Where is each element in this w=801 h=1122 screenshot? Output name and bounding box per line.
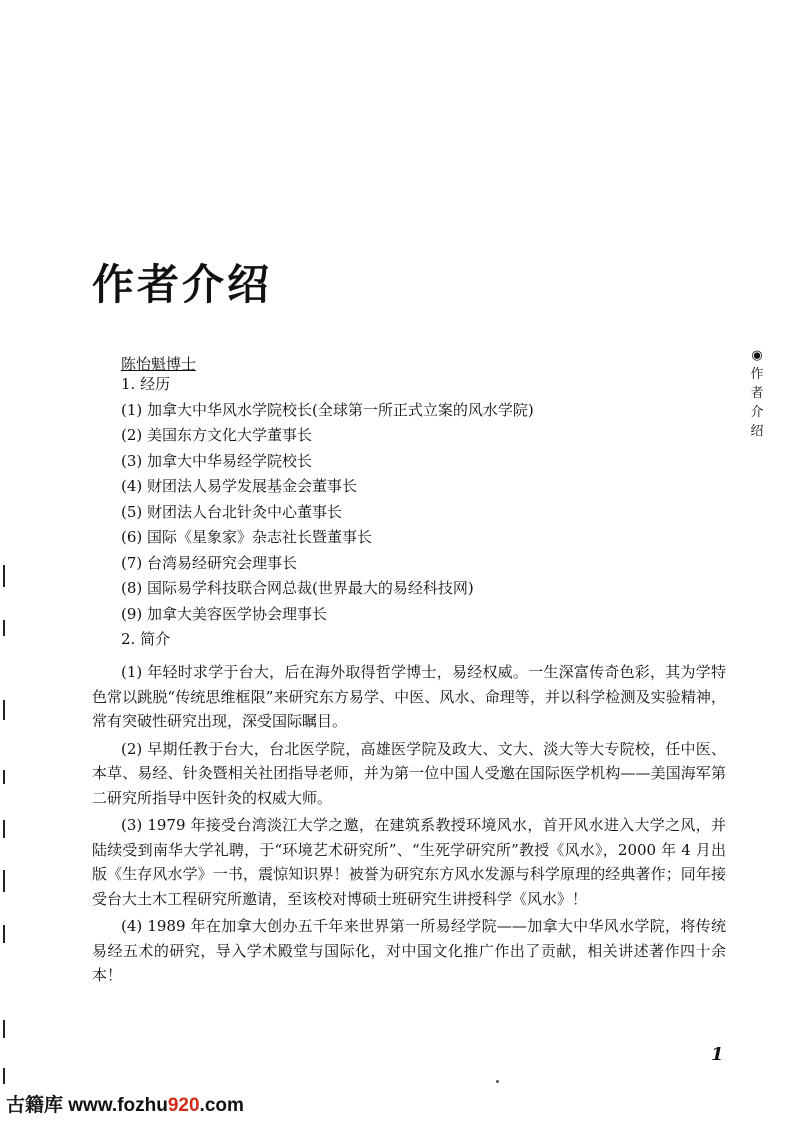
- scan-edge-mark: [3, 620, 5, 636]
- list-item: (7) 台湾易经研究会理事长: [121, 553, 298, 572]
- list-item: (3) 加拿大中华易经学院校长: [121, 451, 313, 470]
- scan-edge-mark: [3, 770, 5, 784]
- sidebar-char: 绍: [750, 424, 764, 439]
- list-item: (1) 加拿大中华风水学院校长(全球第一所正式立案的风水学院): [121, 400, 534, 419]
- sidebar-char: 者: [750, 386, 764, 401]
- list-item: (4) 财团法人易学发展基金会董事长: [121, 477, 358, 495]
- paragraph: (1) 年轻时求学于台大，后在海外取得哲学博士，易经权威。一生深富传奇色彩，其为学特色常以跳脱“传统思维框限”来研究东方易学、中医、风水、命理等，并以科学检测及实验精神，常有突破性研究出现，深受国际瞩目。: [92, 663, 726, 730]
- sidebar-char: 作: [750, 367, 764, 382]
- scan-speck: [496, 1080, 499, 1083]
- watermark-number: 920: [167, 1095, 200, 1116]
- paragraph: (2) 早期任教于台大，台北医学院，高雄医学院及政大、文大、淡大等大专院校，任中医、本草、易经、针灸暨相关社团指导老师，并为第一位中国人受邀在国际医学机构——美国海军第二研究所指导中医针灸的权威大师。: [92, 739, 726, 807]
- list-item: (5) 财团法人台北针灸中心董事长: [121, 502, 343, 521]
- career-list: [121, 372, 721, 653]
- scan-edge-mark: [3, 820, 5, 838]
- scan-edge-mark: [3, 700, 5, 720]
- section-heading: 1. 经历: [121, 375, 171, 393]
- scan-edge-mark: [3, 565, 5, 587]
- watermark-suffix: .com: [199, 1095, 244, 1116]
- bullseye-icon: ◉: [751, 348, 763, 363]
- author-name: 陈怡魁博士: [121, 355, 197, 373]
- page-title: 作者介绍: [92, 260, 273, 309]
- scan-edge-mark: [3, 1020, 5, 1038]
- paragraph: (4) 1989 年在加拿大创办五千年来世界第一所易经学院——加拿大中华风水学院，将传统易经五术的研究，导入学术殿堂与国际化，对中国文化推广作出了贡献，相关讲述著作四十余本！: [92, 917, 726, 984]
- introduction-body: [92, 660, 726, 991]
- list-item: (8) 国际易学科技联合网总裁(世界最大的易经科技网): [121, 579, 474, 597]
- sidebar-running-head: [748, 346, 766, 441]
- scan-edge-mark: [3, 1068, 5, 1084]
- paragraph: (3) 1979 年接受台湾淡江大学之邀，在建筑系教授环境风水，首开风水进入大学之风，并陆续受到南华大学礼聘，于“环境艺术研究所”、“生死学研究所”教授《风水》，2000 年 4 月出版《生存风水学》一书，震惊知识界！被誉为研究东方风水发源与科学原理的经典著作；同年接受台大土木工程研究所邀请，至该校对博硕士班研究生讲授科学《风水》！: [92, 816, 726, 908]
- list-item: (6) 国际《星象家》杂志社长暨董事长: [121, 528, 373, 546]
- list-item: (9) 加拿大美容医学协会理事长: [121, 604, 328, 623]
- scan-edge-mark: [3, 925, 5, 943]
- section-heading: 2. 简介: [121, 630, 171, 648]
- scan-edge-mark: [3, 870, 5, 892]
- page-number: 1: [711, 1044, 724, 1065]
- sidebar-char: 介: [750, 405, 764, 420]
- site-watermark: [6, 1090, 244, 1117]
- watermark-prefix: 古籍库 www.fozhu: [6, 1095, 168, 1116]
- list-item: (2) 美国东方文化大学董事长: [121, 426, 313, 444]
